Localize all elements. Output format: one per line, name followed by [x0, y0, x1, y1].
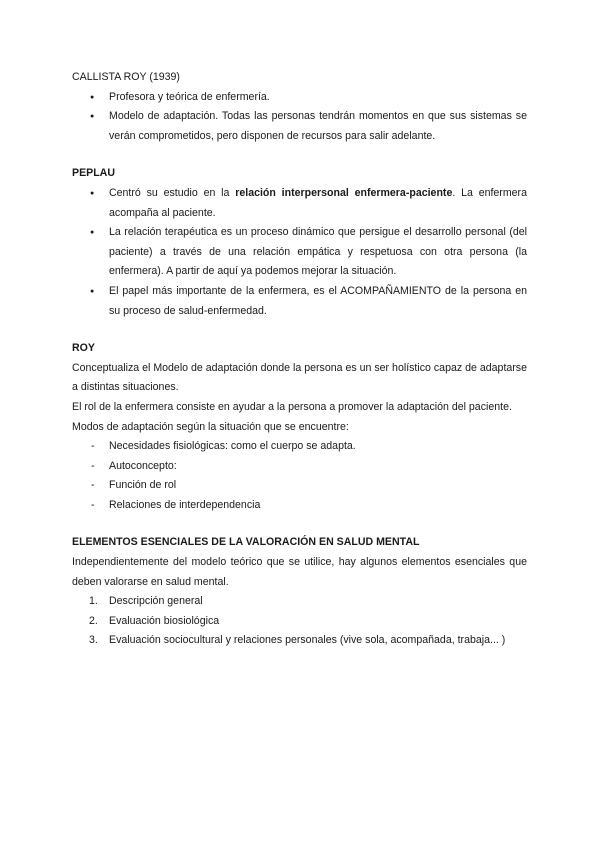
list-item: ● Modelo de adaptación. Todas las personas tendrán momentos en que sus sistemas se verán comprometidos, pero disponen de recursos para salir adelante.: [72, 107, 527, 146]
elementos-intro: Independientemente del modelo teórico que se utilice, hay algunos elementos esenciales que deben valorarse en salud mental.: [72, 556, 527, 588]
item-number: 1.: [89, 595, 98, 608]
peplau-heading: PEPLAU: [72, 167, 115, 180]
roy-paragraph-2: El rol de la enfermera consiste en ayudar a la persona a promover la adaptación del paciente.: [72, 400, 512, 413]
item-text: Evaluación biosiológica: [109, 614, 220, 627]
list-item: ● El papel más importante de la enfermera, es el ACOMPAÑAMIENTO de la persona en su proceso de salud-enfermedad.: [72, 282, 527, 321]
item-number: 2.: [89, 614, 98, 627]
peplau-bullet1-bold: relación interpersonal enfermera-paciente: [235, 186, 453, 199]
document-page: [72, 68, 527, 651]
item-number: 3.: [89, 634, 98, 647]
list-item: ● La relación terapéutica es un proceso dinámico que persigue el desarrollo personal (del paciente) a través de una relación empática y respetuosa con otra persona (la enfermera). A partir de aquí ya podemos mejorar la situación.: [72, 223, 527, 282]
list-item: [72, 592, 527, 612]
roy-paragraph-3: Modos de adaptación según la situación que se encuentre:: [72, 420, 349, 433]
list-item: - Función de rol: [72, 476, 527, 496]
peplau-bullet1-pre: Centró su estudio en la: [109, 186, 236, 199]
item-text: Evaluación sociocultural y relaciones personales (vive sola, acompañada, trabaja... ): [109, 634, 506, 647]
list-item: [72, 612, 527, 632]
list-item: - Relaciones de interdependencia: [72, 496, 527, 516]
roy-paragraph-1: Conceptualiza el Modelo de adaptación donde la persona es un ser holístico capaz de adaptarse a distintas situaciones.: [72, 361, 527, 394]
callista-heading: CALLISTA ROY (1939): [72, 71, 180, 83]
peplau-bullet1-post: . La enfermera acompaña al paciente.: [109, 186, 527, 219]
elementos-numbered-list: [72, 592, 527, 651]
item-text: Descripción general: [109, 595, 203, 608]
list-item: - Necesidades fisiológicas: como el cuerpo se adapta.: [72, 437, 527, 457]
roy-modes-list: [72, 437, 527, 515]
peplau-bullet-list: [72, 184, 527, 321]
list-item: - Autoconcepto:: [72, 457, 527, 477]
list-item: ● Profesora y teórica de enfermería.: [72, 88, 527, 108]
list-item: [72, 631, 527, 651]
elementos-heading: ELEMENTOS ESENCIALES DE LA VALORACIÓN EN SALUD MENTAL: [72, 536, 420, 549]
list-item: [72, 184, 527, 223]
roy-heading: ROY: [72, 342, 95, 355]
callista-bullet-list: [72, 88, 527, 147]
